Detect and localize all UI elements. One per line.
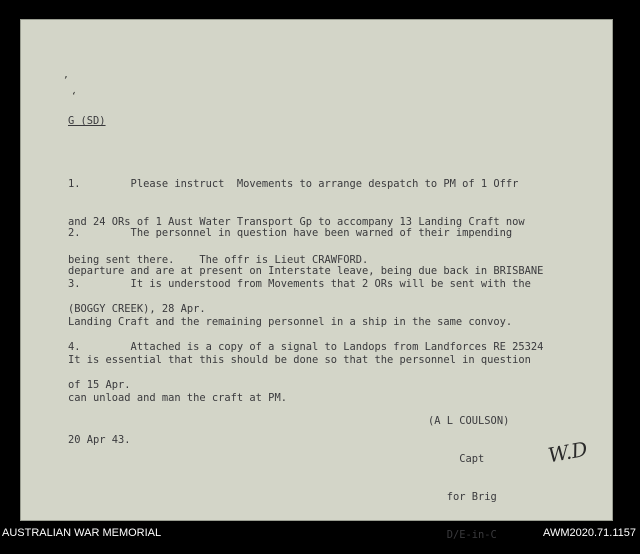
signature-line: D/E-in-C	[428, 528, 497, 541]
paragraph-line: 3. It is understood from Movements that 2 ORs will be sent with the	[68, 278, 531, 291]
handwritten-annotation: W.D	[546, 436, 590, 468]
paragraph-line: departure and are at present on Interstate leave, being due back in BRISBANE	[68, 264, 544, 277]
paragraph-line: (BOGGY CREEK), 28 Apr.	[68, 302, 206, 315]
paragraph-line: 4. Attached is a copy of a signal to Landops from Landforces RE 25324	[68, 341, 544, 354]
reference-header: G (SD)	[68, 115, 106, 127]
signature-line: (A L COULSON)	[428, 415, 510, 428]
signature-block	[428, 390, 509, 554]
signature-line: for Brig	[428, 490, 497, 503]
footer-accession-number: AWM2020.71.1157	[543, 527, 636, 539]
paragraph-line: It is essential that this should be done so that the personnel in question	[68, 353, 531, 366]
paragraph-line: Landing Craft and the remaining personnel in a ship in the same convoy.	[68, 315, 513, 328]
footer-institution: AUSTRALIAN WAR MEMORIAL	[2, 527, 162, 539]
paragraph-line: can unload and man the craft at PM.	[68, 391, 287, 404]
document-date: 20 Apr 43.	[68, 434, 131, 446]
paragraph-line: 1. Please instruct Movements to arrange despatch to PM of 1 Offr	[68, 178, 519, 191]
signature-line: Capt	[428, 452, 485, 465]
paragraph-line: of 15 Apr.	[68, 378, 131, 391]
paragraph-line: being sent there. The offr is Lieut CRAWFORD.	[68, 253, 369, 266]
handwritten-tick-mark: ’	[64, 74, 68, 87]
paragraph-line: and 24 ORs of 1 Aust Water Transport Gp to accompany 13 Landing Craft now	[68, 215, 525, 228]
paragraph-line: 2. The personnel in question have been warned of their impending	[68, 227, 513, 240]
handwritten-tick-mark: ‘	[72, 90, 76, 103]
